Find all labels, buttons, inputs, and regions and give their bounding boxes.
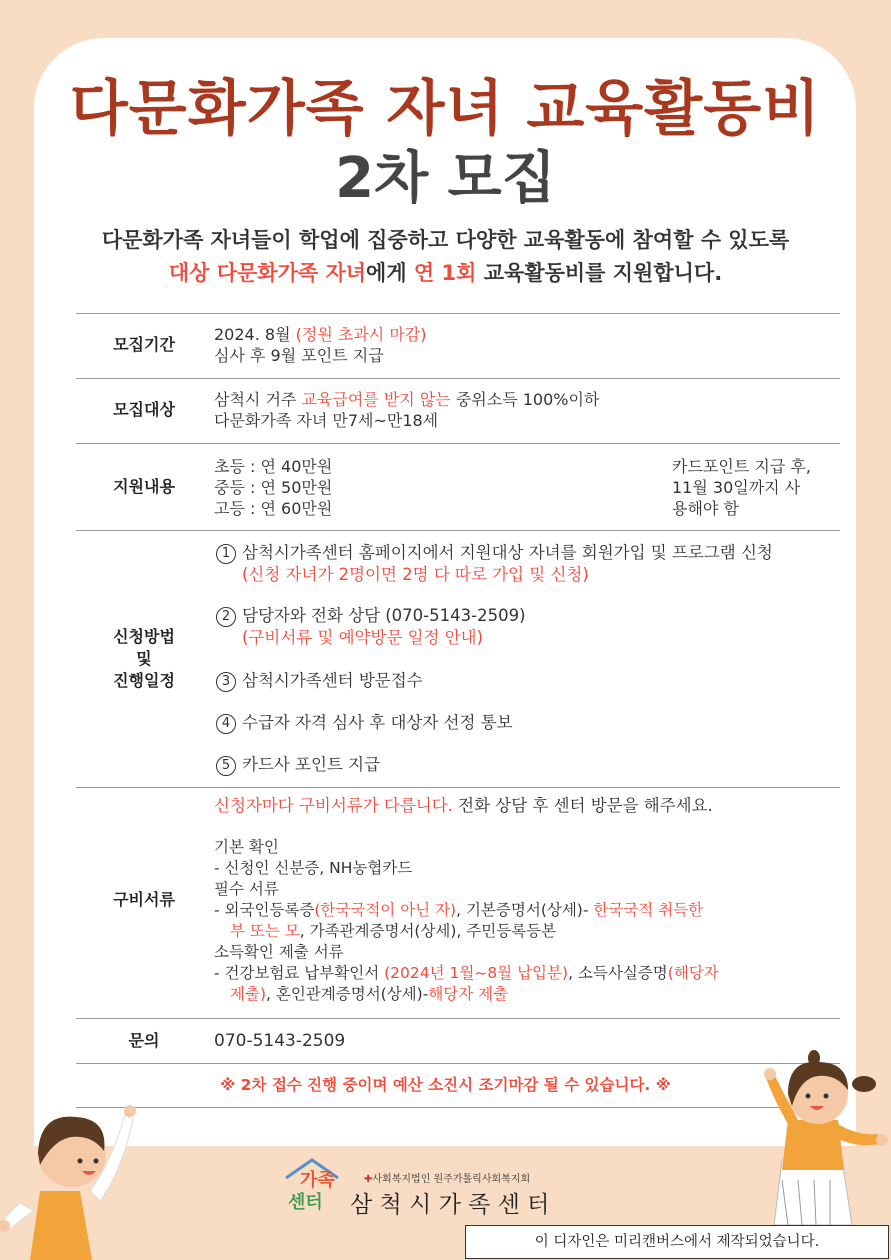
poster-title: 다문화가족 자녀 교육활동비 (69, 74, 822, 144)
step-2: 2 담당자와 전화 상담 (070-5143-2509) (구비서류 및 예약방문 일정 안내) (216, 605, 526, 649)
period-content: 2024. 8월 (정원 초과시 마감) 심사 후 9월 포인트 지급 (214, 325, 427, 365)
step-1: 1 삼척시가족센터 홈페이지에서 지원대상 자녀를 회원가입 및 프로그램 신청 (신청 자녀가 2명이면 2명 다 따로 가입 및 신청) (216, 542, 773, 586)
step-5: 5 카드사 포인트 지급 (216, 754, 380, 776)
apply-label: 신청방법 및 진행일정 (113, 627, 175, 690)
documents-label: 구비서류 (113, 890, 175, 909)
logo-mark-top: 가족 (300, 1170, 335, 1191)
divider (76, 787, 840, 788)
cross-icon: ✚ (364, 1174, 373, 1185)
divider (76, 1018, 840, 1019)
support-note: 카드포인트 지급 후, 11월 30일까지 사 용해야 함 (672, 457, 811, 518)
contact-phone: 070-5143-2509 (214, 1031, 346, 1051)
center-name: 삼 척 시 가 족 센 터 (350, 1192, 550, 1218)
documents-head: 신청자마다 구비서류가 다릅니다. 전화 상담 후 센터 방문을 해주세요. (214, 796, 713, 815)
intro-text (0, 224, 891, 290)
documents-list: 기본 확인 - 신청인 신분증, NH농협카드 필수 서류 - 외국인등록증(한국국적이 아닌 자), 기본증명서(상세)- 한국국적 취득한 부 또는 모, 가족관계증명서(상세), 주민등록등본 소득확인 제출 서류 - 건강보험료 납부확인서 (2024년 1월~8월 납입분), 소득사실증명(해당자 제출), 혼인관계증명서(상세)-해당자 제출 (214, 838, 719, 1003)
divider (76, 443, 840, 444)
circle-number-icon: 3 (216, 672, 236, 692)
logo-mark-bottom: 센터 (288, 1192, 323, 1213)
kid-left-illustration (0, 1095, 150, 1260)
contact-label: 문의 (128, 1031, 160, 1050)
period-label: 모집기간 (113, 335, 175, 354)
kid-right-illustration (752, 1050, 891, 1230)
step-3: 3 삼척시가족센터 방문접수 (216, 670, 423, 692)
circle-number-icon: 2 (216, 607, 236, 627)
target-label: 모집대상 (113, 400, 175, 419)
notice-text: ※ 2차 접수 진행 중이며 예산 소진시 조기마감 될 수 있습니다. ※ (220, 1076, 671, 1094)
org-name: ✚사회복지법인 원주가톨릭사회복지회 (364, 1174, 531, 1185)
intro-line-2: 대상 다문화가족 자녀에게 연 1회 교육활동비를 지원합니다. (168, 261, 723, 285)
intro-line-1: 다문화가족 자녀들이 학업에 집중하고 다양한 교육활동에 참여할 수 있도록 (101, 228, 790, 252)
circle-number-icon: 4 (216, 714, 236, 734)
divider (76, 530, 840, 531)
support-label: 지원내용 (113, 477, 175, 496)
divider (76, 378, 840, 379)
circle-number-icon: 1 (216, 544, 236, 564)
step-4: 4 수급자 자격 심사 후 대상자 선정 통보 (216, 712, 513, 734)
circle-number-icon: 5 (216, 756, 236, 776)
poster-subtitle: 2차 모집 (335, 146, 556, 211)
support-content: 초등 : 연 40만원 중등 : 연 50만원 고등 : 연 60만원 (214, 457, 333, 518)
target-content: 삼척시 거주 교육급여를 받지 않는 중위소득 100%이하 다문화가족 자녀 만7세~만18세 (214, 390, 600, 430)
credit-banner: 이 디자인은 미리캔버스에서 제작되었습니다. (465, 1225, 889, 1259)
divider (76, 1107, 840, 1108)
divider (76, 313, 840, 314)
divider (76, 1063, 840, 1064)
